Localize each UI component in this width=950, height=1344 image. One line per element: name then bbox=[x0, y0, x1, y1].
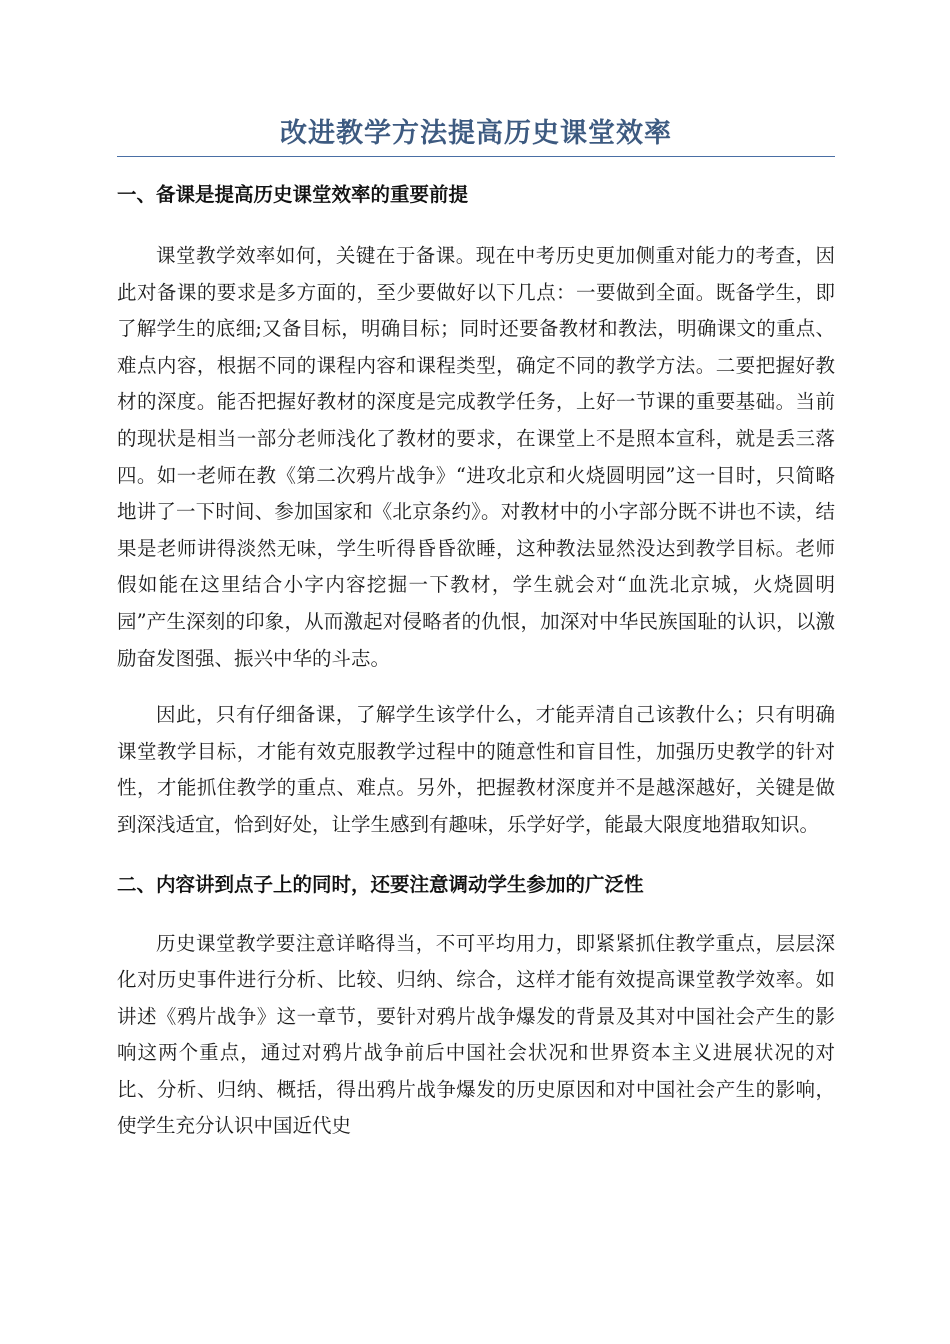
section-heading: 一、备课是提高历史课堂效率的重要前提 bbox=[117, 183, 469, 206]
paragraph: 因此，只有仔细备课，了解学生该学什么，才能弄清自己该教什么；只有明确课堂教学目标，才能有效克服教学过程中的随意性和盲目性，加强历史教学的针对性，才能抓住教学的重点、难点。另外，把握教材深度并不是越深越好，关键是做到深浅适宜，恰到好处，让学生感到有趣味，乐学好学，能最大限度地猎取知识。 bbox=[117, 703, 835, 836]
section-2 bbox=[117, 870, 835, 1146]
paragraph: 课堂教学效率如何，关键在于备课。现在中考历史更加侧重对能力的考查，因此对备课的要求是多方面的，至少要做好以下几点：一要做到全面。既备学生，即了解学生的底细;又备目标，明确目标；同时还要备教材和教法，明确课文的重点、难点内容，根据不同的课程内容和课程类型，确定不同的教学方法。二要把握好教材的深度。能否把握好教材的深度是完成教学任务，上好一节课的重要基础。当前的现状是相当一部分老师浅化了教材的要求，在课堂上不是照本宣科，就是丢三落四。如一老师在教《第二次鸦片战争》“进攻北京和火烧圆明园”这一目时，只简略地讲了一下时间、参加国家和《北京条约》。对教材中的小字部分既不讲也不读，结果是老师讲得淡然无味，学生听得昏昏欲睡，这种教法显然没达到教学目标。老师假如能在这里结合小字内容挖掘一下教材，学生就会对“血洗北京城，火烧圆明园”产生深刻的印象，从而激起对侵略者的仇恨，加深对中华民族国耻的认识，以激励奋发图强、振兴中华的斗志。 bbox=[117, 244, 835, 670]
title-underline bbox=[117, 156, 835, 157]
section-1 bbox=[117, 180, 835, 844]
section-heading: 二、内容讲到点子上的同时，还要注意调动学生参加的广泛性 bbox=[117, 872, 644, 896]
document-page bbox=[117, 0, 835, 1145]
paragraph: 历史课堂教学要注意详略得当，不可平均用力，即紧紧抓住教学重点，层层深化对历史事件进行分析、比较、归纳、综合，这样才能有效提高课堂教学效率。如讲述《鸦片战争》这一章节，要针对鸦片战争爆发的背景及其对中国社会产生的影响这两个重点，通过对鸦片战争前后中国社会状况和世界资本主义进展状况的对比、分析、归纳、概括，得出鸦片战争爆发的历史原因和对中国社会产生的影响，使学生充分认识中国近代史 bbox=[117, 931, 835, 1138]
document-title: 改进教学方法提高历史课堂效率 bbox=[280, 118, 672, 149]
